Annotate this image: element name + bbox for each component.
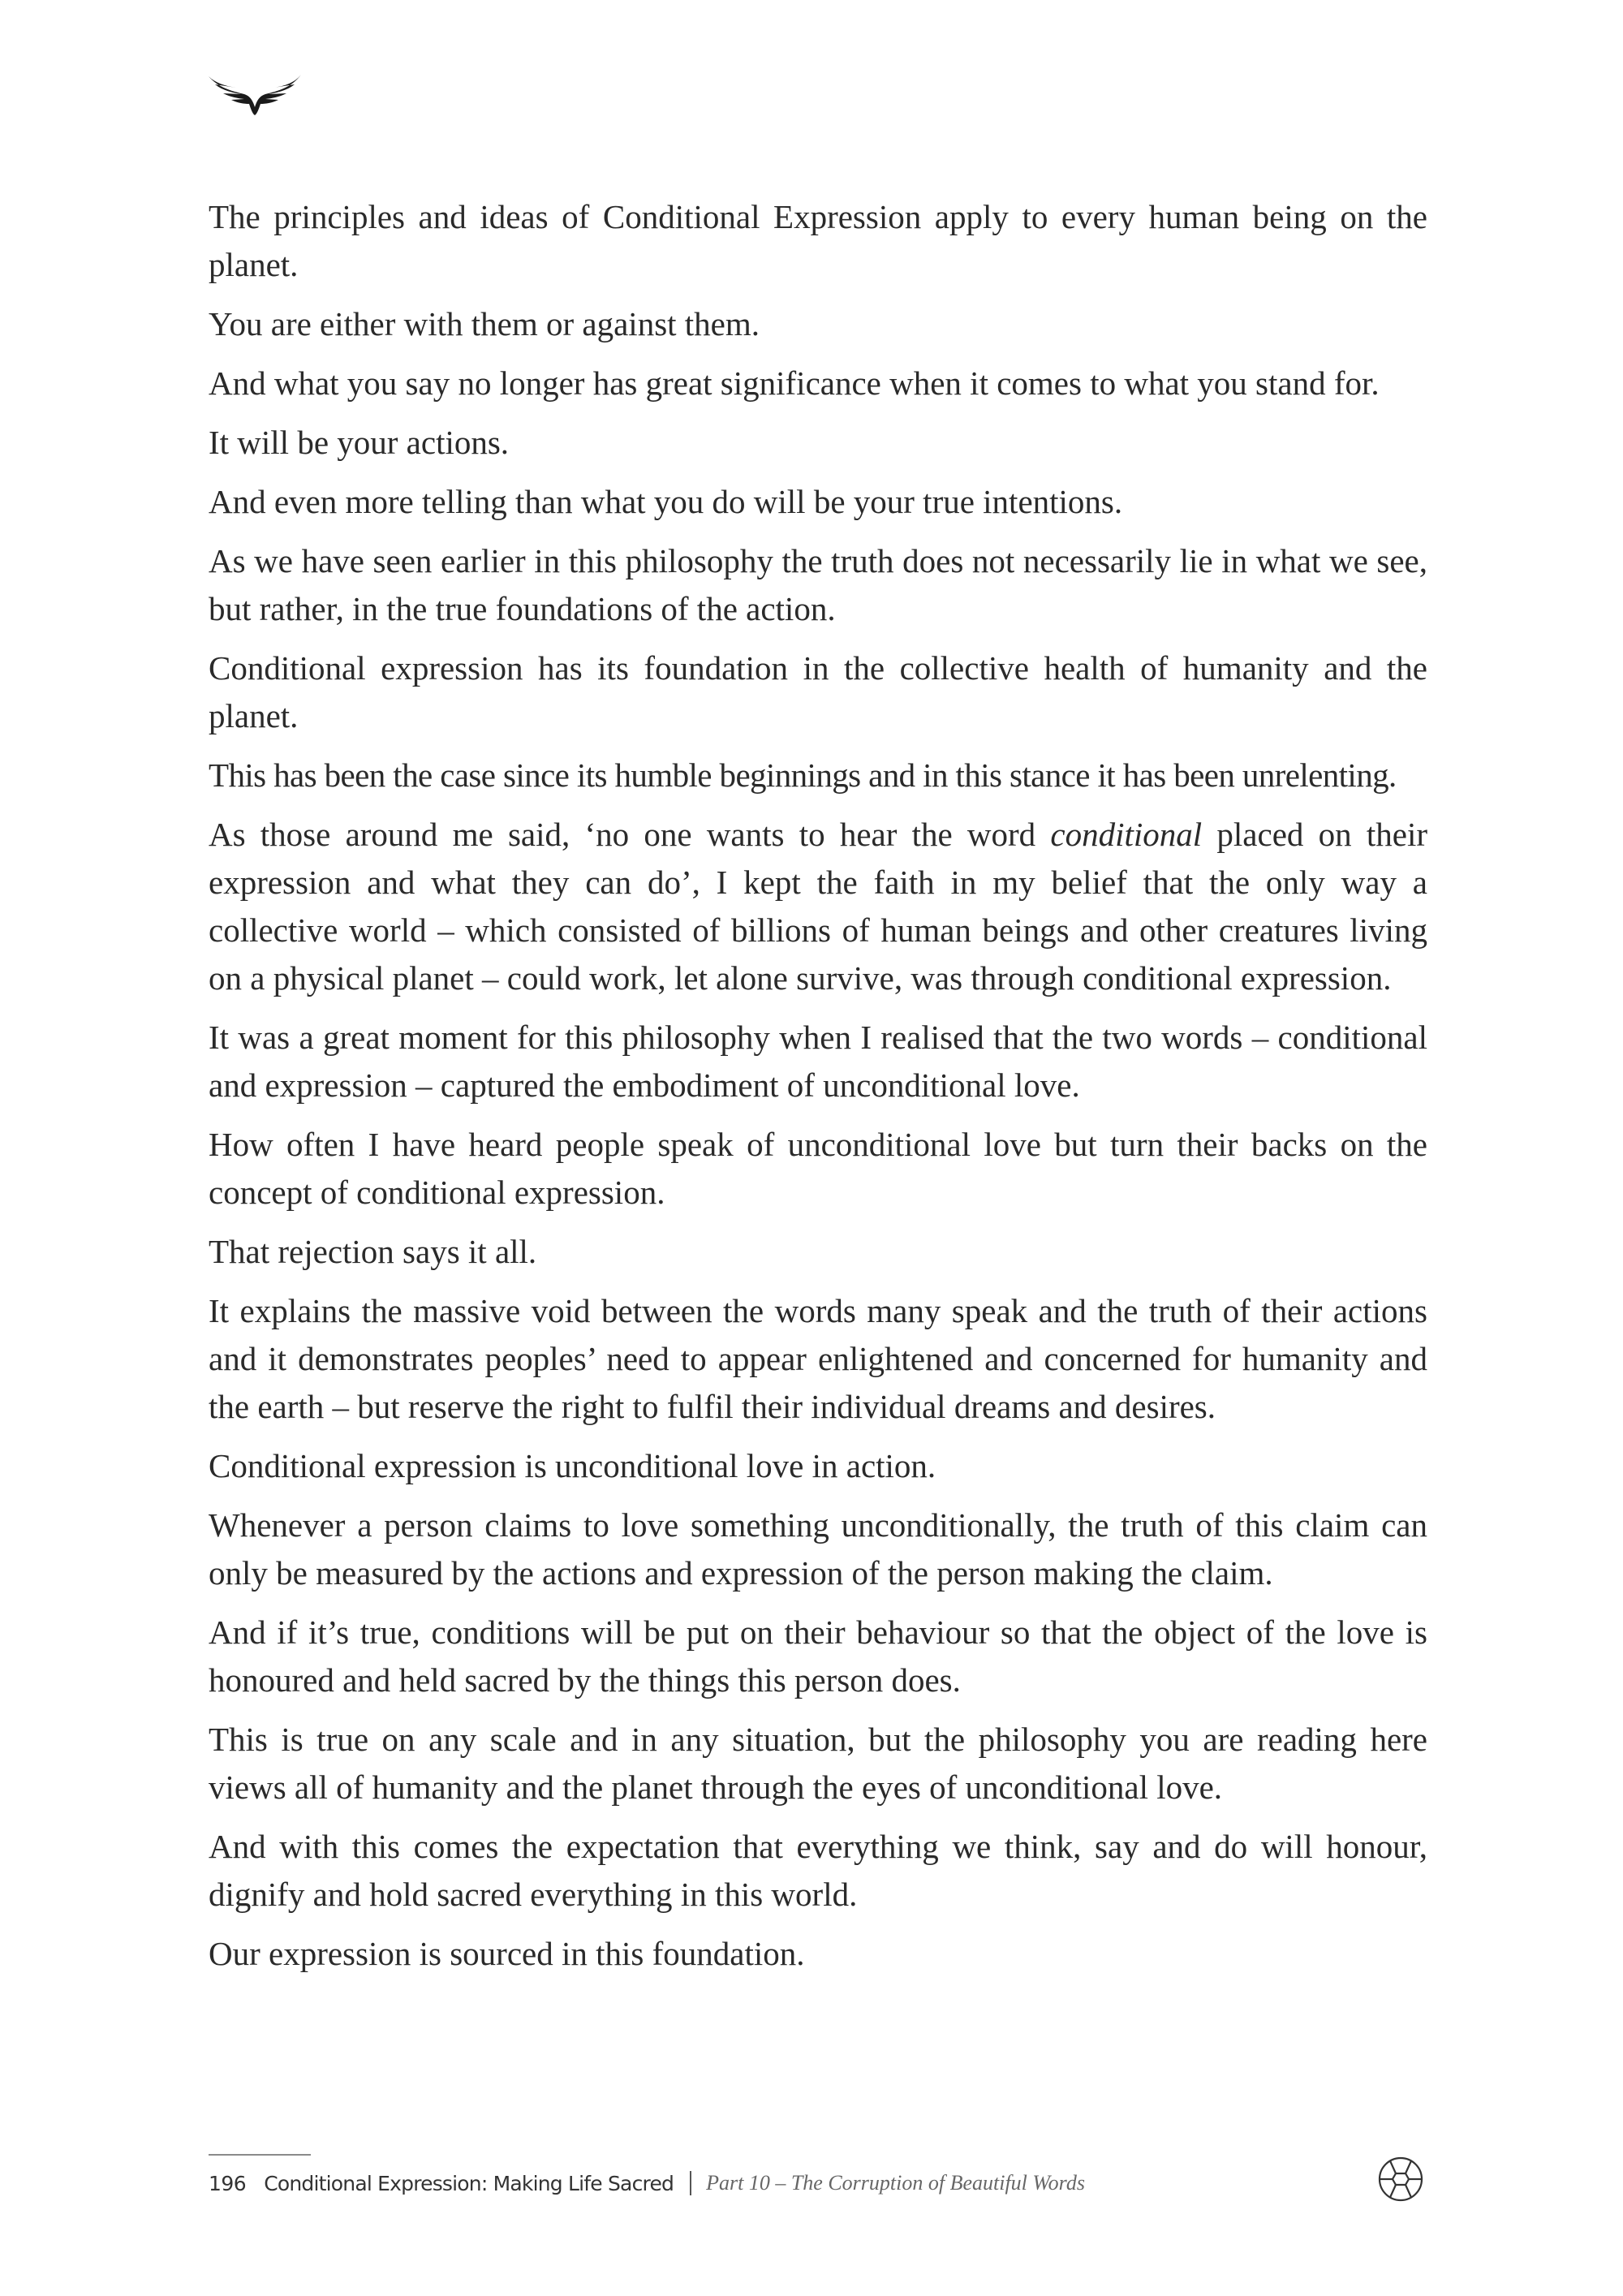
- book-title: Conditional Expression: Making Life Sacred: [264, 2171, 674, 2195]
- flower-of-life-icon: [1377, 2156, 1424, 2203]
- body-text: [209, 193, 1427, 1989]
- paragraph: The principles and ideas of Conditional Expression apply to every human being on the planet.: [209, 198, 1427, 283]
- paragraph: It was a great moment for this philosophy when I realised that the two words – conditional and expression – captured the embodiment of unconditional love.: [209, 1019, 1427, 1104]
- page-number: 196: [209, 2171, 247, 2195]
- paragraph: Conditional expression has its foundation in the collective health of humanity and the planet.: [209, 649, 1427, 734]
- paragraph: [209, 811, 1427, 1002]
- paragraph: And with this comes the expectation that everything we think, say and do will honour, dignify and hold sacred everything in this world.: [209, 1828, 1427, 1913]
- paragraph: Whenever a person claims to love something unconditionally, the truth of this claim can only be measured by the actions and expression of the person making the claim.: [209, 1506, 1427, 1592]
- paragraph: Our expression is sourced in this foundation.: [209, 1935, 805, 1972]
- paragraph: It will be your actions.: [209, 424, 510, 461]
- eagle-wings-icon: [207, 71, 303, 117]
- paragraph: It explains the massive void between the words many speak and the truth of their actions and it demonstrates peoples’ need to appear enlightened and concerned for humanity and the earth – but reserve the right to fulfil their individual dreams and desires.: [209, 1292, 1427, 1425]
- text-run: As those around me said, ‘no one wants to hear the word: [209, 816, 1051, 853]
- italic-text: conditional: [1050, 816, 1203, 853]
- footer-rule: [209, 2154, 311, 2156]
- text-run: placed on their expression and what they can do’, I kept the faith in my belief that the only way a collective world – which consisted of billions of human beings and other creatures living on a physical planet – could work, let alone survive, was through conditional expression.: [209, 816, 1427, 997]
- paragraph: And even more telling than what you do will be your true intentions.: [209, 483, 1123, 520]
- paragraph: You are either with them or against them.: [209, 305, 760, 342]
- footer-separator: [690, 2171, 691, 2195]
- paragraph: As we have seen earlier in this philosophy the truth does not necessarily lie in what we see, but rather, in the true foundations of the action.: [209, 542, 1427, 627]
- paragraph: This has been the case since its humble beginnings and in this stance it has been unrelenting.: [209, 756, 1397, 794]
- part-title: Part 10 – The Corruption of Beautiful Words: [706, 2171, 1085, 2195]
- paragraph: And what you say no longer has great significance when it comes to what you stand for.: [209, 364, 1380, 402]
- paragraph: That rejection says it all.: [209, 1233, 537, 1270]
- paragraph: How often I have heard people speak of unconditional love but turn their backs on the concept of conditional expression.: [209, 1126, 1427, 1211]
- paragraph: Conditional expression is unconditional love in action.: [209, 1447, 936, 1484]
- paragraph: This is true on any scale and in any situation, but the philosophy you are reading here views all of humanity and the planet through the eyes of unconditional love.: [209, 1721, 1427, 1806]
- paragraph: And if it’s true, conditions will be put on their behaviour so that the object of the love is honoured and held sacred by the things this person does.: [209, 1613, 1427, 1699]
- page-footer: [209, 2167, 1085, 2199]
